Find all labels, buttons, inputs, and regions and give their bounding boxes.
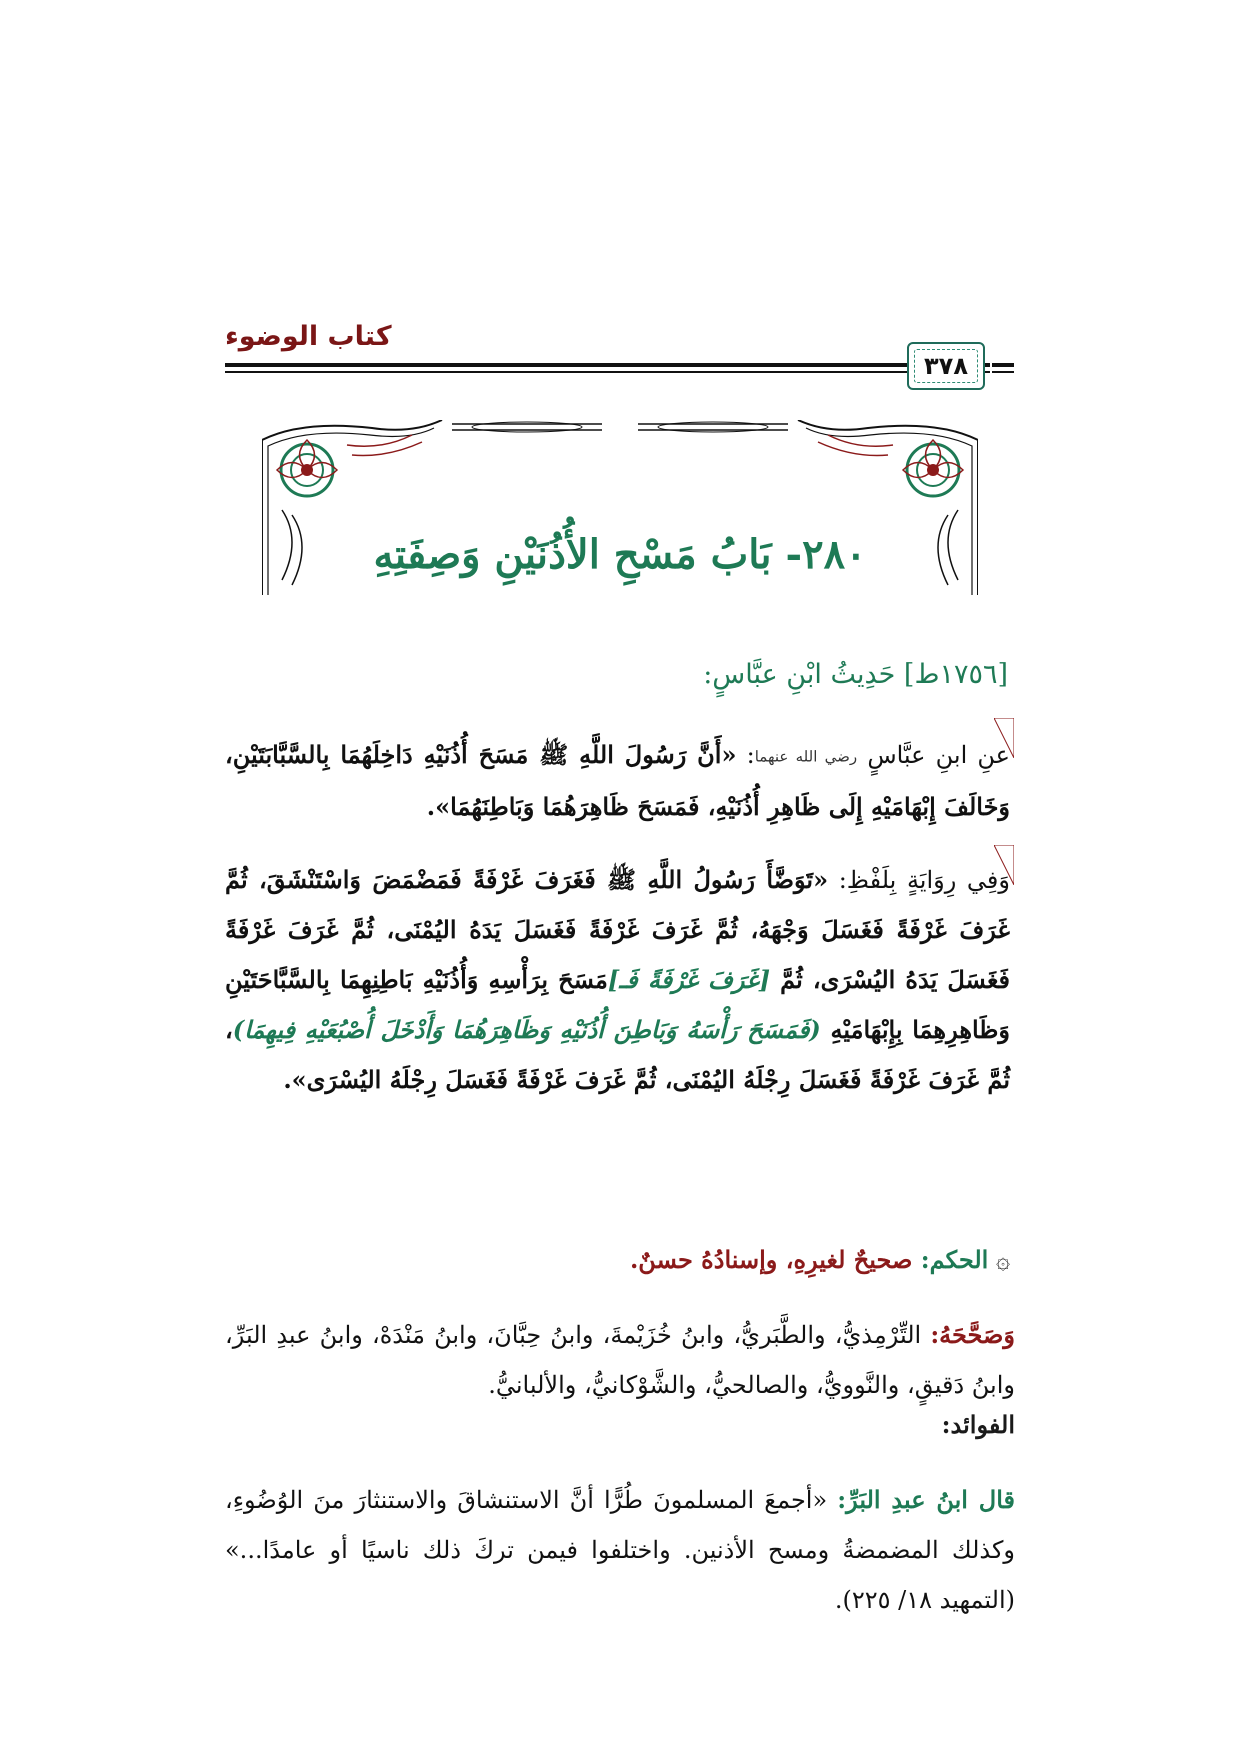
ruling-line	[225, 1235, 1010, 1285]
scholar-quote	[225, 1475, 1015, 1625]
authenticators-label: وَصَحَّحَهُ:	[930, 1320, 1015, 1349]
variant-text-b: مَسَحَ بِرَأْسِهِ وَأُذُنَيْهِ بَاطِنِهِمَا بِالسَّبَّاحَتَيْنِ وَظَاهِرِهِمَا بِإِبْهَامَيْهِ	[225, 965, 1010, 1044]
header-rule-thick-right	[992, 363, 1014, 367]
honorific-mark: رضي الله عنهما	[754, 747, 858, 766]
hadith-text-main	[225, 730, 1010, 832]
quote-text: «أجمعَ المسلمونَ طُرًّا أنَّ الاستنشاقَ والاستنثارَ منَ الوُضُوءِ، وكذلك المضمضةُ ومسح الأذنين. واختلفوا فيمن تركَ ذلك ناسيًا أو عامدًا...» (التمهيد ١٨/ ٢٢٥).	[225, 1486, 1015, 1614]
page-number-badge	[907, 342, 985, 390]
variant-text-c: ، ثُمَّ غَرَفَ غَرْفَةً فَغَسَلَ رِجْلَهُ اليُمْنَى، ثُمَّ غَرَفَ غَرْفَةً فَغَسَلَ رِجْلَهُ اليُسْرَى».	[225, 1015, 1010, 1094]
ruling-label: الحكم:	[920, 1245, 989, 1274]
authenticators-list: التِّرْمِذيُّ، والطَّبَريُّ، وابنُ خُزَيْمةَ، وابنُ حِبَّانَ، وابنُ مَنْدَهْ، وابنُ عبدِ البَرِّ، وابنُ دَقيقٍ، والنَّوويُّ، والصالحيُّ، والشَّوْكانيُّ، والألبانيُّ.	[225, 1321, 1015, 1399]
hadith-matn: «أَنَّ رَسُولَ اللَّهِ ﷺ مَسَحَ أُذُنَيْهِ دَاخِلَهُمَا بِالسَّبَّابَتَيْنِ، وَخَالَفَ إِبْهَامَيْهِ إِلَى ظَاهِرِ أُذُنَيْهِ، فَمَسَحَ ظَاهِرَهُمَا وَبَاطِنَهُمَا».	[225, 740, 1010, 821]
top-cartouche-right	[638, 422, 788, 432]
header-rule-thick	[225, 363, 990, 367]
variant-text-a: «تَوَضَّأَ رَسُولُ اللَّهِ ﷺ فَغَرَفَ غَرْفَةً فَمَضْمَضَ وَاسْتَنْشَقَ، ثُمَّ غَرَفَ غَرْفَةً فَغَسَلَ وَجْهَهُ، ثُمَّ غَرَفَ غَرْفَةً فَغَسَلَ يَدَهُ اليُمْنَى، ثُمَّ غَرَفَ غَرْفَةً فَغَسَلَ يَدَهُ اليُسْرَى، ثُمَّ	[225, 865, 1010, 994]
variant-lead: وَفِي رِوَايَةٍ بِلَفْظِ:	[828, 866, 1010, 894]
header-rule-thin	[225, 371, 990, 373]
ruling-symbol: ۞	[995, 1246, 1010, 1274]
benefits-heading: الفوائد:	[941, 1410, 1015, 1439]
quote-label: قال ابنُ عبدِ البَرِّ:	[837, 1485, 1015, 1514]
narrator-lead: عنِ ابنِ عبَّاسٍ	[867, 741, 1010, 769]
chapter-title: ٢٨٠- بَابُ مَسْحِ الأُذُنَيْنِ وَصِفَتِهِ	[373, 531, 867, 578]
hadith-heading: [١٧٥٦ط] حَدِيثُ ابْنِ عبَّاسٍ:	[703, 659, 1008, 690]
ruling-text: صحيحٌ لغيرِهِ، وإسنادُهُ حسنٌ.	[629, 1245, 921, 1274]
header-rule-thin-right	[992, 371, 1014, 373]
top-cartouche-left	[452, 422, 602, 432]
book-title: كتاب الوضوء	[225, 321, 392, 352]
hadith-text-variant	[225, 855, 1010, 1105]
page-number: ٣٧٨	[924, 352, 968, 380]
variant-addition-b: (فَمَسَحَ رَأْسَهُ وَبَاطِنَ أُذُنَيْهِ وَظَاهِرَهُمَا وَأَدْخَلَ أُصْبُعَيْهِ فِيهِمَا)	[232, 1015, 821, 1044]
variant-addition-a: [غَرَفَ غَرْفَةً فَـ]	[607, 965, 771, 994]
colon: :	[736, 741, 755, 769]
authenticators	[225, 1310, 1015, 1410]
